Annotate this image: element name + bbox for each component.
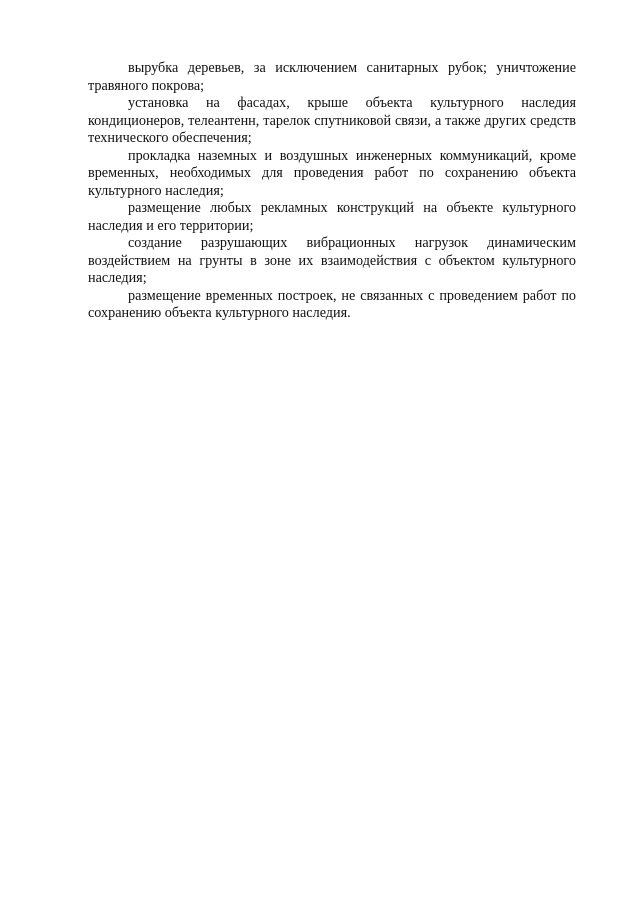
paragraph-temporary-buildings: размещение временных построек, не связанных с проведением работ по сохранению объекта культурного наследия. [88,287,576,321]
paragraph-vibration-loads: создание разрушающих вибрационных нагрузок динамическим воздействием на грунты в зоне их взаимодействия с объектом культурного наследия; [88,235,576,286]
paragraph-engineering-communications: прокладка наземных и воздушных инженерных коммуникаций, кроме временных, необходимых для проведения работ по сохранению объекта культурного наследия; [88,147,576,199]
document-body [88,60,576,323]
paragraph-tree-felling: вырубка деревьев, за исключением санитарных рубок; уничтожение травяного покрова; [88,60,576,94]
paragraph-advertising-structures: размещение любых рекламных конструкций на объекте культурного наследия и его территории; [88,200,576,234]
paragraph-facade-equipment: установка на фасадах, крыше объекта культурного наследия кондиционеров, телеантенн, тарелок спутниковой связи, а также других средств технического обеспечения; [88,95,576,146]
